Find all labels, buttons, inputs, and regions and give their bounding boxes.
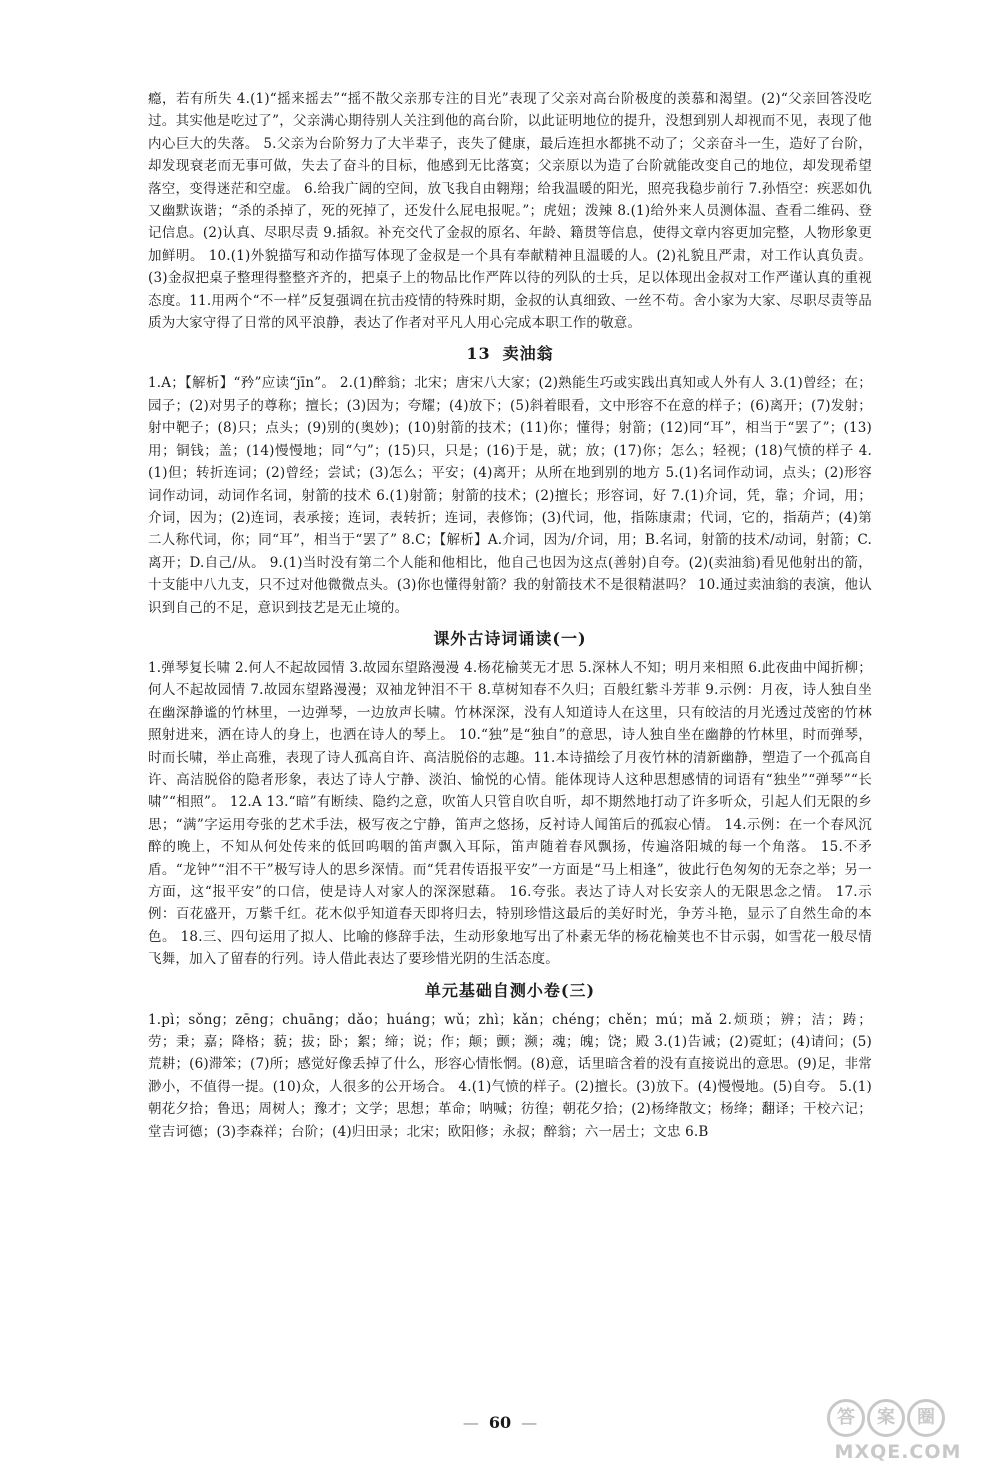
watermark-glyph: 案 [867, 1399, 905, 1437]
section-title-13 [148, 342, 872, 366]
section-title-unit-test: 单元基础自测小卷(三) [424, 980, 596, 1000]
answer-block-unit-test: 1.pì；sǒng；zēng；chuāng；dǎo；huáng；wǔ；zhì；kǎn；chéng；chěn；mú；mǎ 2.烦琐；辨；洁；踌；劳；秉；嘉；降格；藐；拔；卧；絮；缔；说；作；颠；颤；濒；魂；魄；饶；殿 3.(1)告诫；(2)霓虹；(4)请问；(5)荒耕；(6)滞笨；(7)所；感觉好像丢掉了什么，形容心情怅惘。(8)意，话里暗含着的没有直接说出的意思。(9)足，非常渺小，不值得一提。(10)众，人很多的公开场合。 4.(1)气愤的样子。(2)擅长。(3)放下。(4)慢慢地。(5)自夸。 5.(1)朝花夕拾；鲁迅；周树人；豫才；文学；思想；革命；呐喊；彷徨；朝花夕拾；(2)杨绛散文；杨绛；翻译；干校六记；堂吉诃德；(3)李森祥；台阶；(4)归田录；北宋；欧阳修；永叔；醉翁；六一居士；文忠 6.B [148, 1011, 872, 1140]
watermark-glyph: 圈 [907, 1399, 945, 1437]
watermark-site: MXQE.COM [834, 1441, 962, 1463]
answer-block-poetry: 1.弹琴复长啸 2.何人不起故园情 3.故园东望路漫漫 4.杨花榆荚无才思 5.深林人不知；明月来相照 6.此夜曲中闻折柳；何人不起故园情 7.故园东望路漫漫；双袖龙钟泪不干 8.草树知春不久归；百般红紫斗芳菲 9.示例：月夜，诗人独自坐在幽深静谧的竹林里，一边弹琴，一边放声长啸。竹林深深，没有人知道诗人在这里，只有皎洁的月光透过茂密的竹林照射进来，洒在诗人的身上，也洒在诗人的琴上。 10.“独”是“独自”的意思，诗人独自坐在幽静的竹林里，时而弹琴，时而长啸，举止高雅，表现了诗人孤高自许、高洁脱俗的志趣。11.本诗描绘了月夜竹林的清新幽静，塑造了一个孤高自许、高洁脱俗的隐者形象，表达了诗人宁静、淡泊、愉悦的心情。能体现诗人这种思想感情的词语有“独坐”“弹琴”“长啸”“相照”。 12.A 13.“暗”有断续、隐约之意，吹笛人只管自吹自听，却不期然地打动了许多听众，引起人们无限的乡思；“满”字运用夸张的艺术手法，极写夜之宁静，笛声之悠扬，反衬诗人闻笛后的孤寂心情。 14.示例：在一个春风沉醉的晚上，不知从何处传来的低回呜咽的笛声飘入耳际，笛声随着春风飘扬，传遍洛阳城的每一个角落。 15.不矛盾。“龙钟”“泪不干”极写诗人的思乡深情。而“凭君传语报平安”一方面是“马上相逢”，彼此行色匆匆的无奈之举；另一方面，这“报平安”的口信，使是诗人对家人的深深慰藉。 16.夸张。表达了诗人对长安亲人的无限思念之情。 17.示例：百花盛开，万紫千红。花木似乎知道春天即将归去，特别珍惜这最后的美好时光，争芳斗艳，显示了自然生命的本色。 18.三、四句运用了拟人、比喻的修辞手法，生动形象地写出了朴素无华的杨花榆荚也不甘示弱，如雪花一般尽情飞舞，加入了留春的行列。诗人借此表达了要珍惜光阴的生活态度。 [148, 659, 872, 968]
section-title-poetry: 课外古诗词诵读(一) [433, 628, 587, 648]
page-content [148, 88, 872, 1143]
page-number-dash-left: — [462, 1413, 479, 1432]
watermark-logo [823, 1399, 973, 1463]
page-number-value: 60 [488, 1413, 512, 1432]
section-number: 13 [466, 344, 491, 364]
answer-block-lesson-13: 1.A；【解析】“矜”应读“jīn”。 2.(1)醉翁；北宋；唐宋八大家；(2)熟能生巧或实践出真知或人外有人 3.(1)曾经；在；园子；(2)对男子的尊称；擅长；(3)因为；夸耀；(4)放下；(5)斜着眼看，文中形容不在意的样子；(6)离开；(7)发射；射中靶子；(8)只；点头；(9)别的(奥妙)；(10)射箭的技术；(11)你；懂得；射箭；(12)同“耳”，相当于“罢了”；(13)用；铜钱；盖；(14)慢慢地；同“勺”；(15)只，只是；(16)于是，就；放；(17)你；怎么；轻视；(18)气愤的样子 4.(1)但；转折连词；(2)曾经；尝试；(3)怎么；平安；(4)离开；从所在地到别的地方 5.(1)名词作动词，点头；(2)形容词作动词，动词作名词，射箭的技术 6.(1)射箭；射箭的技术；(2)擅长；形容词，好 7.(1)介词，凭，靠；介词，用；介词，因为；(2)连词，表承接；连词，表转折；连词，表修饰；(3)代词，他，指陈康肃；代词，它的，指葫芦；(4)第二人称代词，你；同“耳”，相当于“罢了” 8.C；【解析】A.介词，因为/介词，用；B.名词，射箭的技术/动词，射箭；C.离开；D.自己/从。 9.(1)当时没有第二个人能和他相比，他自己也因为这点(善射)自夸。(2)(卖油翁)看见他射出的箭，十支能中八九支，只不过对他微微点头。(3)你也懂得射箭？我的射箭技术不是很精湛吗？ 10.通过卖油翁的表演，他认识到自己的不足，意识到技艺是无止境的。 [148, 375, 872, 616]
answer-block-lesson-12: 瘾，若有所失 4.(1)“摇来摇去”“摇不散父亲那专注的目光”表现了父亲对高台阶极度的羡慕和渴望。(2)“父亲回答没吃过。其实他是吃过了”，父亲满心期待别人关注到他的高台阶，以此证明地位的提升，没想到别人却视而不见，表现了他内心巨大的失落。 5.父亲为台阶努力了大半辈子，丧失了健康，最后连担水都挑不动了；父亲奋斗一生，造好了台阶，却发现衰老而无事可做，失去了奋斗的目标，他感到无比落寞；父亲原以为造了台阶就能改变自己的地位，却发现希望落空，变得迷茫和空虚。 6.给我广阔的空间，放飞我自由翱翔；给我温暖的阳光，照亮我稳步前行 7.孙悟空：疾恶如仇又幽默诙谐；“杀的杀掉了，死的死掉了，还发什么屁电报呢。”；虎妞；泼辣 8.(1)给外来人员测体温、查看二维码、登记信息。(2)认真、尽职尽责 9.插叙。补充交代了金叔的原名、年龄、籍贯等信息，使得文章内容更加完整，人物形象更加鲜明。 10.(1)外貌描写和动作描写体现了金叔是一个具有奉献精神且温暖的人。(2)礼貌且严肃，对工作认真负责。(3)金叔把桌子整理得整整齐齐的，把桌子上的物品比作严阵以待的列队的士兵，足以体现出金叔对工作严谨认真的重视态度。11.用两个“不一样”反复强调在抗击疫情的特殊时期，金叔的认真细致、一丝不苟。舍小家为大家、尽职尽责等品质为大家守得了日常的风平浪静，表达了作者对平凡人用心完成本职工作的敬意。 [148, 91, 872, 332]
watermark-glyph: 答 [827, 1399, 865, 1437]
section-heading: 卖油翁 [502, 344, 554, 364]
page-number-dash-right: — [521, 1413, 538, 1432]
